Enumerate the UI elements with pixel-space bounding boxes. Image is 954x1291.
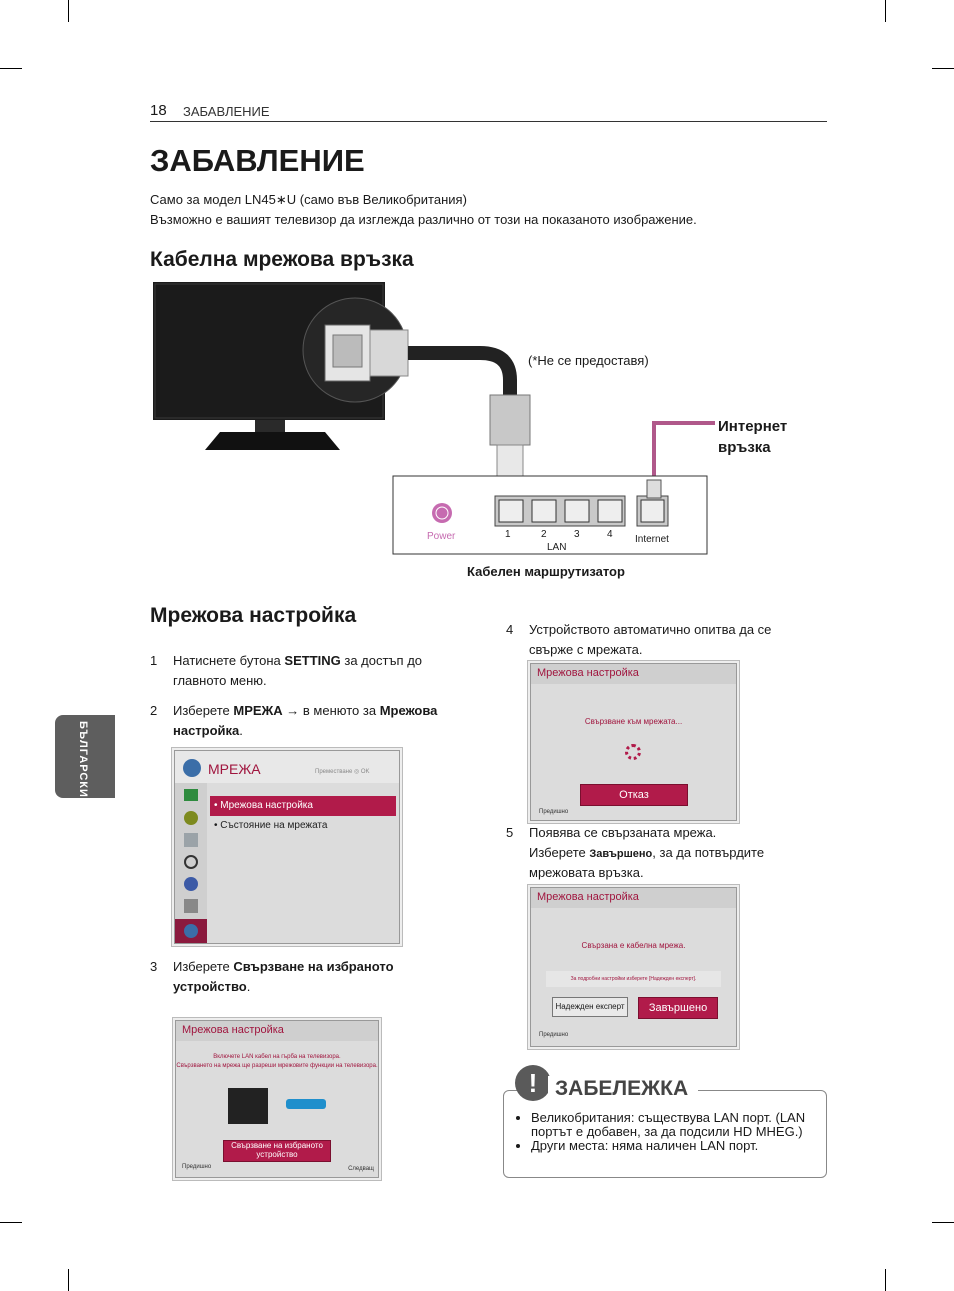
step-2 xyxy=(150,701,480,741)
step-text-part: , за да потвърдите xyxy=(652,845,765,860)
crop-mark xyxy=(0,1222,22,1223)
menu-hint: Преместване ◎ OK xyxy=(315,769,370,775)
intro-line: Възможно е вашият телевизор да изглежда различно от този на показаното изображение. xyxy=(150,212,697,227)
lock-icon[interactable] xyxy=(184,877,198,891)
step-keyword: устройство xyxy=(173,979,247,994)
clock-icon[interactable] xyxy=(184,855,198,869)
crop-mark xyxy=(932,1222,954,1223)
step-keyword: настройка xyxy=(173,723,240,738)
tv-back-icon xyxy=(228,1088,268,1124)
internet-label-line: връзка xyxy=(718,439,771,456)
network-menu-screen xyxy=(174,750,400,944)
picture-icon[interactable] xyxy=(184,789,198,801)
step-keyword: SETTING xyxy=(284,653,341,668)
step-text: Появява се свързаната мрежа. xyxy=(529,825,717,840)
previous-button[interactable]: Предишно xyxy=(539,809,569,815)
screen-title: Мрежова настройка xyxy=(176,1021,378,1041)
step-number: 3 xyxy=(150,959,158,974)
menu-title: МРЕЖА xyxy=(208,761,261,777)
step-text xyxy=(173,701,437,721)
lan-label: LAN xyxy=(547,542,567,553)
step-number: 2 xyxy=(150,703,158,718)
page-number: 18 xyxy=(150,102,167,119)
running-header: ЗАБАВЛЕНИЕ xyxy=(183,104,270,119)
crop-mark xyxy=(68,1269,69,1291)
step-5 xyxy=(506,823,826,883)
expert-button[interactable]: Надежден експерт xyxy=(552,997,628,1017)
connecting-screen xyxy=(530,663,737,821)
note-item: • Други места: няма наличен LAN порт. xyxy=(531,1139,831,1153)
step-text-part: → в менюто за xyxy=(282,703,380,718)
step-text xyxy=(173,721,243,741)
port-label: 4 xyxy=(607,529,613,540)
step-keyword: Завършено xyxy=(589,848,653,860)
cancel-button[interactable]: Отказ xyxy=(580,784,688,806)
connected-screen xyxy=(530,887,737,1047)
page-title: ЗАБАВЛЕНИЕ xyxy=(150,143,365,178)
menu-sidebar xyxy=(175,783,207,943)
connect-device-button[interactable]: Свързване на избраното устройство xyxy=(223,1140,331,1162)
step-text-part: . xyxy=(246,979,251,994)
intro xyxy=(150,190,697,230)
network-heading: Мрежова настройка xyxy=(150,604,357,627)
screen-message: Включете LAN кабел на гърба на телевизора. xyxy=(213,1054,341,1060)
internet-port-label: Internet xyxy=(635,534,669,545)
internet-label xyxy=(718,416,787,458)
step-keyword: МРЕЖА xyxy=(233,703,283,718)
port-label: 1 xyxy=(505,529,511,540)
screen-message: Свързването на мрежа ще разреши мрежовите функции на телевизора. xyxy=(176,1063,378,1069)
wired-heading: Кабелна мрежова връзка xyxy=(150,248,414,271)
step-text-part: . xyxy=(239,723,243,738)
step-text: Устройството автоматично опитва да се xyxy=(529,622,772,637)
exclamation-icon: ! xyxy=(515,1065,551,1101)
header-rule xyxy=(150,121,827,122)
power-label: Power xyxy=(427,531,456,542)
crop-mark xyxy=(0,68,22,69)
step-keyword: Мрежова xyxy=(379,703,438,718)
note-item: • Великобритания: съществува LAN порт. (LAN портът е добавен, за да подсили HD MHEG.) xyxy=(531,1111,831,1139)
not-provided-note: (*Не се предоставя) xyxy=(528,353,649,368)
lan-cable-icon xyxy=(286,1099,326,1109)
screen-title: Мрежова настройка xyxy=(531,888,736,908)
option-icon[interactable] xyxy=(184,899,198,913)
step-text-part: Изберете xyxy=(529,845,590,860)
screen-title: Мрежова настройка xyxy=(531,664,736,684)
screen-message: Свързана е кабелна мрежа. xyxy=(581,941,686,950)
step-text xyxy=(173,957,394,977)
step-text xyxy=(173,651,422,671)
audio-icon[interactable] xyxy=(184,811,198,825)
globe-icon xyxy=(183,759,201,777)
network-icon[interactable] xyxy=(175,919,207,943)
screen-message: Свързване към мрежата... xyxy=(584,717,683,726)
previous-button[interactable]: Предишно xyxy=(182,1164,212,1170)
step-text-part: Изберете xyxy=(173,703,234,718)
step-text-part: Натиснете бутона xyxy=(173,653,285,668)
channel-icon[interactable] xyxy=(184,833,198,847)
step-number: 1 xyxy=(150,653,158,668)
loading-spinner-icon xyxy=(625,744,641,760)
step-text: свърже с мрежата. xyxy=(529,642,643,657)
finish-button[interactable]: Завършено xyxy=(638,997,718,1019)
next-button[interactable]: Следващ xyxy=(348,1166,374,1172)
language-tab-label: БЪЛГАРСКИ xyxy=(77,721,89,798)
step-number: 4 xyxy=(506,622,514,637)
crop-mark xyxy=(68,0,69,22)
connect-device-screen xyxy=(175,1020,379,1178)
step-keyword: Свързване на избраното xyxy=(233,959,394,974)
crop-mark xyxy=(885,0,886,22)
screen-hint: За подробни настройки изберете [Надежден експерт]. xyxy=(570,976,697,982)
language-tab xyxy=(55,715,115,798)
note-heading: ЗАБЕЛЕЖКА xyxy=(555,1077,689,1100)
step-text xyxy=(529,843,764,864)
crop-mark xyxy=(885,1269,886,1291)
step-text-part: Изберете xyxy=(173,959,234,974)
router-caption: Кабелен маршрутизатор xyxy=(467,564,625,579)
step-number: 5 xyxy=(506,825,514,840)
step-text: мрежовата връзка. xyxy=(529,865,644,880)
step-text-part: за достъп до xyxy=(340,653,423,668)
step-1 xyxy=(150,651,480,691)
wired-connection-illustration xyxy=(150,280,720,560)
step-text: главното меню. xyxy=(173,673,267,688)
port-label: 3 xyxy=(574,529,580,540)
crop-mark xyxy=(932,68,954,69)
menu-item-network-status[interactable]: • Състояние на мрежата xyxy=(214,820,328,831)
menu-item-network-setting[interactable]: • Мрежова настройка xyxy=(210,796,396,816)
step-4 xyxy=(506,620,826,660)
step-text xyxy=(173,977,250,997)
previous-button[interactable]: Предишно xyxy=(539,1032,569,1038)
port-label: 2 xyxy=(541,529,547,540)
note-list xyxy=(513,1111,831,1153)
internet-label-line: Интернет xyxy=(718,418,788,435)
step-3 xyxy=(150,957,480,997)
intro-line: Само за модел LN45∗U (само във Великобритания) xyxy=(150,192,467,207)
